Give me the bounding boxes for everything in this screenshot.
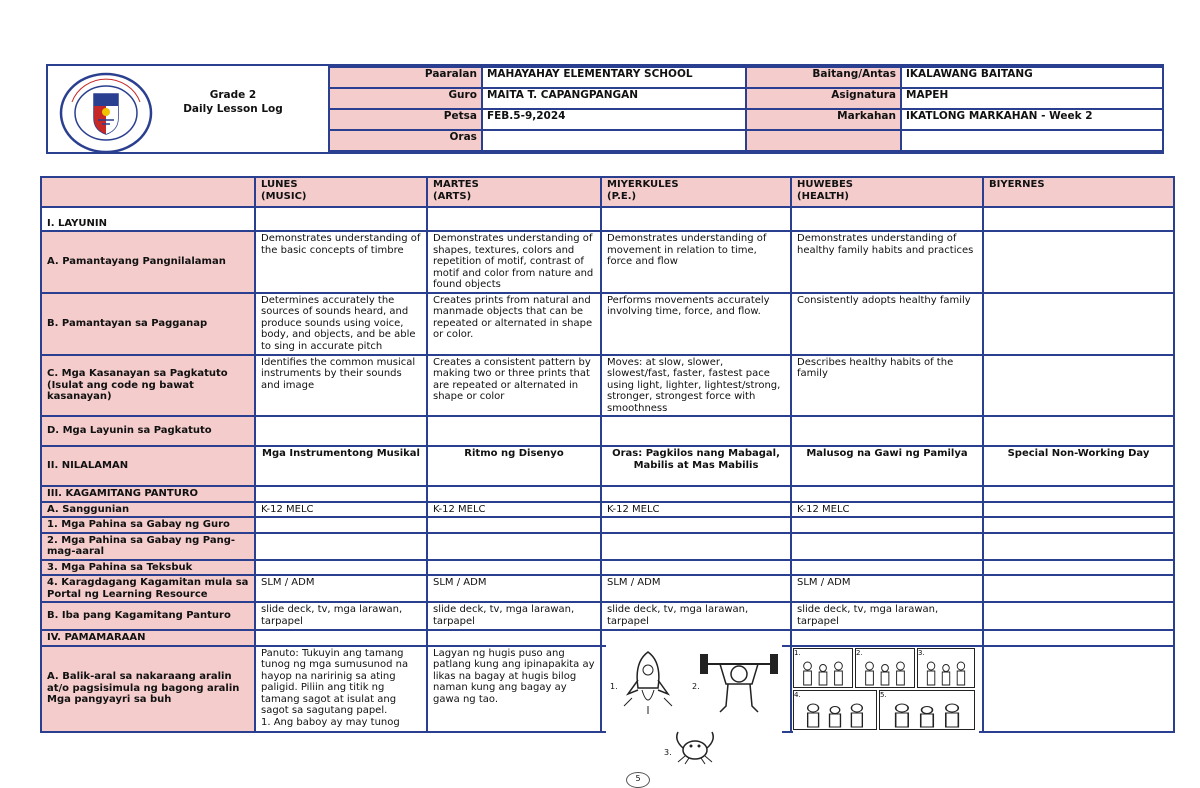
family-figures-icon: [880, 699, 974, 729]
day-header-tuesday: MARTES (ARTS): [427, 177, 601, 207]
grade-label: Grade 2: [209, 89, 257, 101]
header-value: [901, 130, 1163, 151]
cell: slide deck, tv, mga larawan, tarpapel: [427, 602, 601, 630]
corner-cell: [41, 177, 255, 207]
cell: [601, 486, 791, 502]
cell: SLM / ADM: [791, 575, 983, 602]
row-kagamitan: [41, 486, 1174, 502]
pe-number-2: 2.: [692, 682, 700, 691]
cell: Special Non-Working Day: [983, 446, 1174, 486]
cell: K-12 MELC: [427, 502, 601, 518]
pe-number-1: 1.: [610, 682, 618, 691]
cell: K-12 MELC: [791, 502, 983, 518]
family-picture-number: 5.: [880, 691, 887, 699]
header-label: Guro: [329, 88, 482, 109]
header-label: [746, 130, 901, 151]
header-label: Petsa: [329, 109, 482, 130]
cell: [601, 560, 791, 576]
day-header-friday: BIYERNES: [983, 177, 1174, 207]
row-label: D. Mga Layunin sa Pagkatuto: [41, 416, 255, 446]
cell: [983, 602, 1174, 630]
cell: Consistently adopts healthy family: [791, 293, 983, 355]
row-teksbuk: [41, 560, 1174, 576]
row-label: B. Pamantayan sa Pagganap: [41, 293, 255, 355]
header-label: Baitang/Antas: [746, 67, 901, 88]
family-figures-icon: [918, 657, 974, 687]
cell: Ritmo ng Disenyo: [427, 446, 601, 486]
cell: Mga Instrumentong Musikal: [255, 446, 427, 486]
cell: [255, 533, 427, 560]
cell: [791, 486, 983, 502]
cell: [983, 502, 1174, 518]
row-label: C. Mga Kasanayan sa Pagkatuto (Isulat ang code ng bawat kasanayan): [41, 355, 255, 417]
days-header-row: [41, 177, 1174, 207]
cell: Demonstrates understanding of shapes, textures, colors and repetition of motif, contrast of motif and color from nature and found objects: [427, 231, 601, 293]
family-picture: [917, 648, 975, 688]
header-label: Asignatura: [746, 88, 901, 109]
cell: Creates a consistent pattern by making two or three prints that are repeated or alternated in shape or color: [427, 355, 601, 417]
family-picture-number: 1.: [794, 649, 801, 657]
family-figures-icon: [794, 699, 876, 729]
row-pagganap: [41, 293, 1174, 355]
page-mark: 5: [626, 772, 650, 788]
family-picture-number: 4.: [794, 691, 801, 699]
cell: slide deck, tv, mga larawan, tarpapel: [255, 602, 427, 630]
row-label: 4. Karagdagang Kagamitan mula sa Portal ng Learning Resource: [41, 575, 255, 602]
header-fields: [328, 66, 1164, 152]
section-label-layunin: I. LAYUNIN: [41, 207, 255, 231]
cell: [255, 517, 427, 533]
cell: [791, 560, 983, 576]
row-label: A. Sanggunian: [41, 502, 255, 518]
cell: slide deck, tv, mga larawan, tarpapel: [791, 602, 983, 630]
row-gabay-aaral: [41, 533, 1174, 560]
family-picture: [793, 648, 853, 688]
cell: [601, 416, 791, 446]
header-label: Markahan: [746, 109, 901, 130]
pe-number-3: 3.: [664, 748, 672, 757]
header-value: FEB.5-9,2024: [482, 109, 746, 130]
family-picture: [879, 690, 975, 730]
cell: [255, 416, 427, 446]
family-figures-icon: [856, 657, 914, 687]
cell: [983, 560, 1174, 576]
cell: Panuto: Tukuyin ang tamang tunog ng mga sumusunod na hayop na naririnig sa ating paligid. Piliin ang titik ng tamang sagot at isulat ang sagot sa sagutang papel. 1. Ang baboy ay may tunog: [255, 646, 427, 732]
header-value: MAPEH: [901, 88, 1163, 109]
row-label: 1. Mga Pahina sa Gabay ng Guro: [41, 517, 255, 533]
layunin-row: [41, 207, 1174, 231]
cell: [427, 560, 601, 576]
row-pamantayang: [41, 231, 1174, 293]
cell: [601, 517, 791, 533]
family-picture: [855, 648, 915, 688]
health-illustrations: [793, 648, 979, 734]
row-kasanayan: [41, 355, 1174, 417]
row-karagdagang: [41, 575, 1174, 602]
cell: Determines accurately the sources of sounds heard, and produce sounds using voice, body, and objects, and be able to sing in accurate pitch: [255, 293, 427, 355]
cell: [255, 560, 427, 576]
row-label: B. Iba pang Kagamitang Panturo: [41, 602, 255, 630]
row-sanggunian: [41, 502, 1174, 518]
cell: [791, 517, 983, 533]
cell: K-12 MELC: [255, 502, 427, 518]
family-picture-number: 2.: [856, 649, 863, 657]
cell: [791, 630, 983, 646]
row-label: IV. PAMAMARAAN: [41, 630, 255, 646]
day-header-monday: LUNES (MUSIC): [255, 177, 427, 207]
family-figures-icon: [794, 657, 852, 687]
cell: [427, 533, 601, 560]
cell: SLM / ADM: [601, 575, 791, 602]
cell: Demonstrates understanding of the basic concepts of timbre: [255, 231, 427, 293]
cell: Moves: at slow, slower, slowest/fast, faster, fastest pace using light, lighter, lightest/strong, stronger, strongest force with smoothness: [601, 355, 791, 417]
weightlifter-image: [698, 650, 780, 716]
header-label: Paaralan: [329, 67, 482, 88]
header-value: IKALAWANG BAITANG: [901, 67, 1163, 88]
row-iba: [41, 602, 1174, 630]
cell: K-12 MELC: [601, 502, 791, 518]
cell: Describes healthy habits of the family: [791, 355, 983, 417]
header-value: IKATLONG MARKAHAN - Week 2: [901, 109, 1163, 130]
header-value: MAHAYAHAY ELEMENTARY SCHOOL: [482, 67, 746, 88]
row-label: III. KAGAMITANG PANTURO: [41, 486, 255, 502]
cell: [601, 533, 791, 560]
cell: [427, 517, 601, 533]
cell: Performs movements accurately involving time, force, and flow.: [601, 293, 791, 355]
cell: SLM / ADM: [427, 575, 601, 602]
cell: Demonstrates understanding of movement in relation to time, force and flow: [601, 231, 791, 293]
cell: [255, 630, 427, 646]
cell: [983, 517, 1174, 533]
cell: Demonstrates understanding of healthy family habits and practices: [791, 231, 983, 293]
cell: Oras: Pagkilos nang Mabagal, Mabilis at Mas Mabilis: [601, 446, 791, 486]
cell: Lagyan ng hugis puso ang patlang kung ang ipinapakita ay likas na bagay at hugis bilog naman kung ang bagay ay gawa ng tao.: [427, 646, 601, 732]
header-value: MAITA T. CAPANGPANGAN: [482, 88, 746, 109]
row-nilalaman: [41, 446, 1174, 486]
header-field-row: [329, 109, 1163, 130]
cell: [427, 630, 601, 646]
cell: [983, 355, 1174, 417]
row-layunin-pagkatuto: [41, 416, 1174, 446]
header-label: Oras: [329, 130, 482, 151]
rocket-image: [618, 648, 678, 716]
cell: [427, 486, 601, 502]
day-header-thursday: HUWEBES (HEALTH): [791, 177, 983, 207]
family-picture: [793, 690, 877, 730]
family-picture-number: 3.: [918, 649, 925, 657]
cell: Identifies the common musical instruments by their sounds and image: [255, 355, 427, 417]
row-label: 3. Mga Pahina sa Teksbuk: [41, 560, 255, 576]
cell: [983, 533, 1174, 560]
doc-title: Daily Lesson Log: [183, 103, 283, 115]
cell: [983, 646, 1174, 732]
row-gabay-guro: [41, 517, 1174, 533]
cell: slide deck, tv, mga larawan, tarpapel: [601, 602, 791, 630]
cell: [983, 293, 1174, 355]
cell: Malusog na Gawi ng Pamilya: [791, 446, 983, 486]
cell: [983, 416, 1174, 446]
cell: [791, 533, 983, 560]
doc-title-block: [168, 88, 298, 116]
cell: [983, 630, 1174, 646]
header-field-row: [329, 130, 1163, 151]
deped-seal-logo: [58, 72, 154, 154]
cell: [983, 575, 1174, 602]
header-field-row: [329, 88, 1163, 109]
cell: [255, 486, 427, 502]
cell: [983, 231, 1174, 293]
row-label: A. Pamantayang Pangnilalaman: [41, 231, 255, 293]
cell: [983, 486, 1174, 502]
crab-image: [670, 726, 720, 766]
header-field-row: [329, 67, 1163, 88]
pe-illustrations: [606, 640, 782, 780]
cell: Creates prints from natural and manmade objects that can be repeated or alternated in shape or color.: [427, 293, 601, 355]
header-box: [46, 64, 1164, 154]
header-value: [482, 130, 746, 151]
day-header-wednesday: MIYERKULES (P.E.): [601, 177, 791, 207]
cell: SLM / ADM: [255, 575, 427, 602]
row-label: 2. Mga Pahina sa Gabay ng Pang-mag-aaral: [41, 533, 255, 560]
cell: [791, 416, 983, 446]
row-label: II. NILALAMAN: [41, 446, 255, 486]
cell: [427, 416, 601, 446]
row-label: A. Balik-aral sa nakaraang aralin at/o pagsisimula ng bagong aralin Mga pangyayri sa buh: [41, 646, 255, 732]
